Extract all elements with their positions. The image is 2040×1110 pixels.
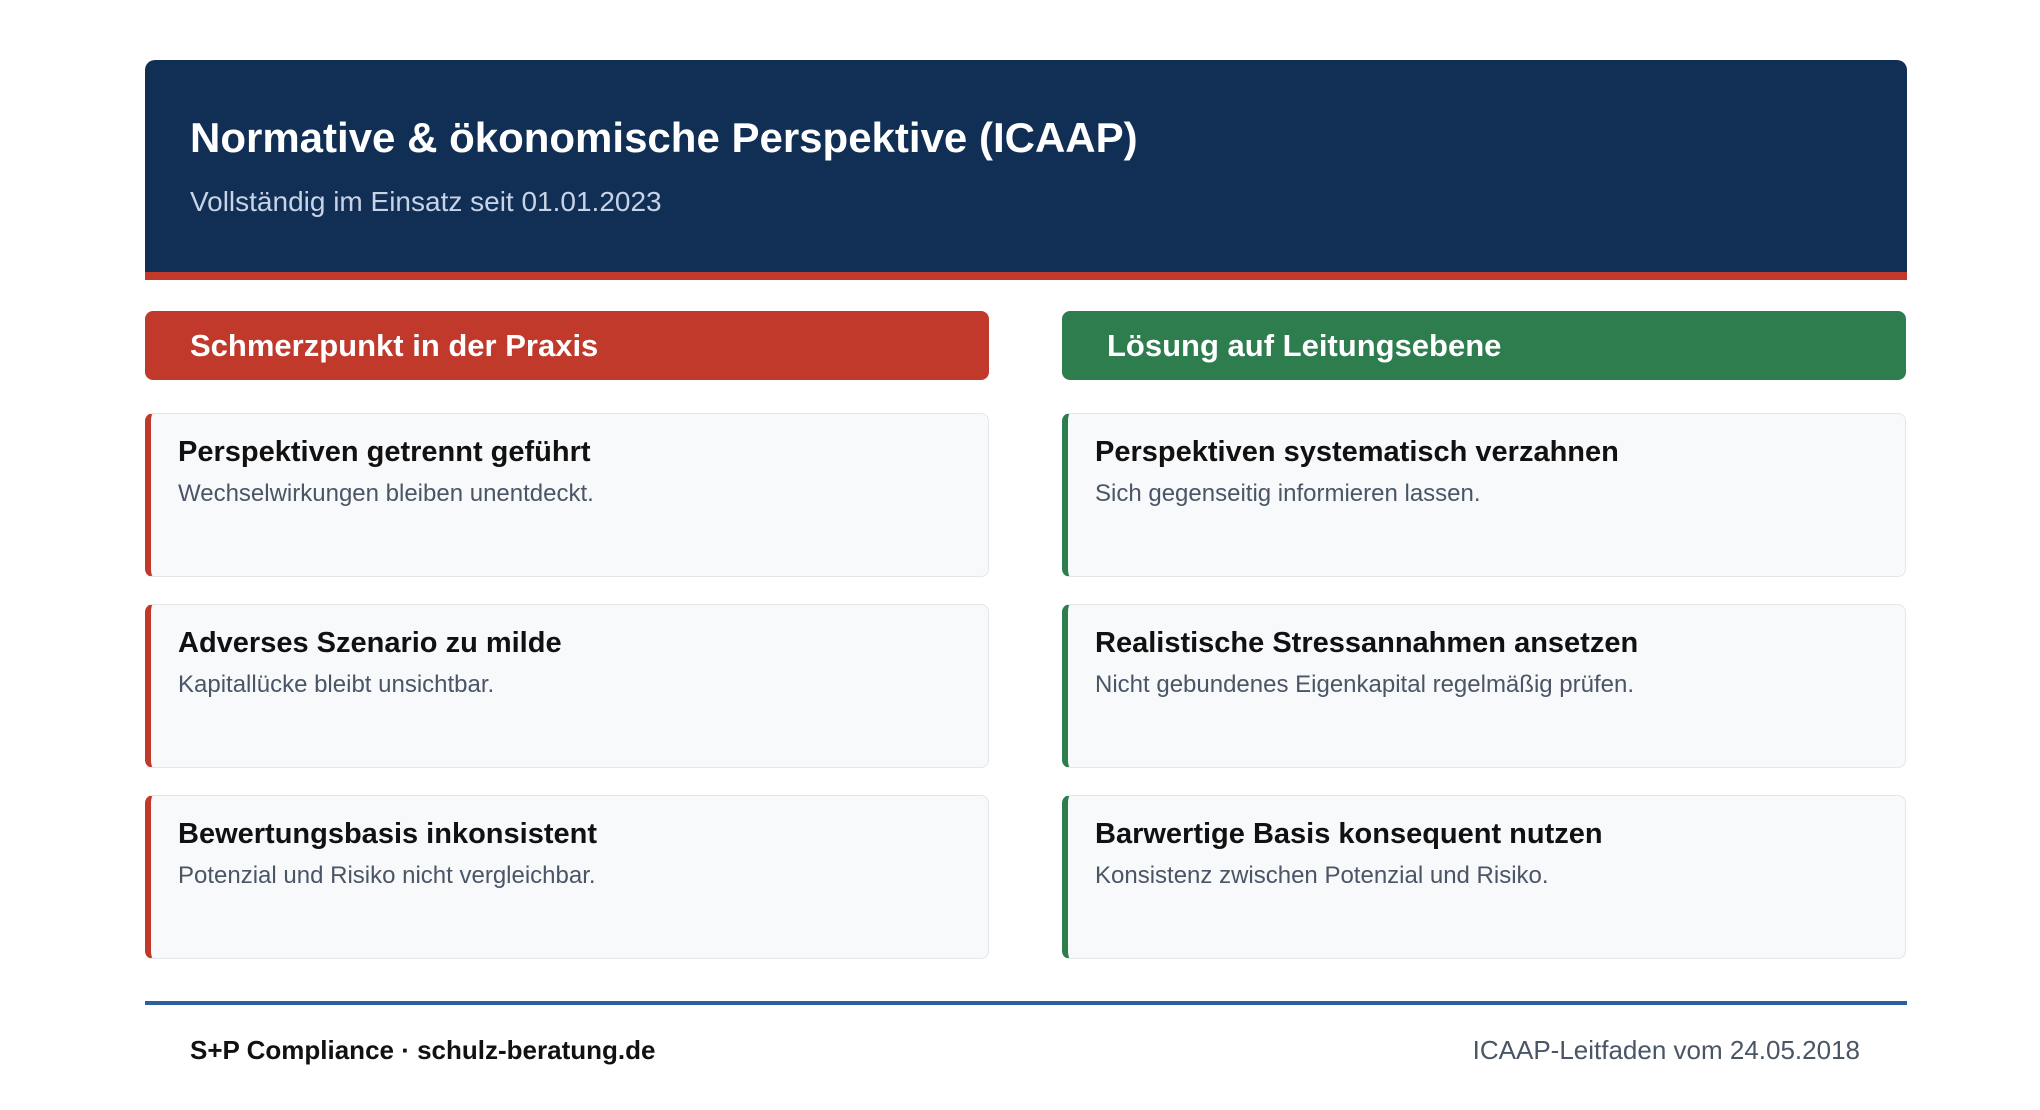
pain-card-title: Perspektiven getrennt geführt [178,436,591,468]
solution-card-title: Barwertige Basis konsequent nutzen [1095,818,1603,850]
footer-source: ICAAP-Leitfaden vom 24.05.2018 [1472,1035,1860,1065]
pain-card [145,604,989,768]
page-title: Normative & ökonomische Perspektive (ICAAP) [190,114,1138,161]
pain-card-description: Potenzial und Risiko nicht vergleichbar. [178,862,596,889]
pain-card-title: Adverses Szenario zu milde [178,627,562,659]
pain-card-description: Kapitallücke bleibt unsichtbar. [178,671,495,698]
footer-brand: S+P Compliance · schulz-beratung.de [190,1035,656,1065]
pain-card-description: Wechselwirkungen bleiben unentdeckt. [178,480,594,507]
solution-column-heading: Lösung auf Leitungsebene [1062,311,1906,380]
footer-rule [145,1001,1907,1005]
solution-card-title: Perspektiven systematisch verzahnen [1095,436,1619,468]
pain-card [145,413,989,577]
pain-card-title: Bewertungsbasis inkonsistent [178,818,597,850]
solution-card [1062,795,1906,959]
solution-card-description: Sich gegenseitig informieren lassen. [1095,480,1481,507]
solution-card-description: Nicht gebundenes Eigenkapital regelmäßig prüfen. [1095,671,1635,698]
pain-column-heading: Schmerzpunkt in der Praxis [145,311,989,380]
pain-card [145,795,989,959]
header-accent-rule [145,272,1907,280]
page-subtitle: Vollständig im Einsatz seit 01.01.2023 [190,186,662,217]
solution-card-description: Konsistenz zwischen Potenzial und Risiko. [1095,862,1549,889]
header-banner [145,60,1907,272]
solution-card [1062,413,1906,577]
solution-card-title: Realistische Stressannahmen ansetzen [1095,627,1639,659]
solution-card [1062,604,1906,768]
